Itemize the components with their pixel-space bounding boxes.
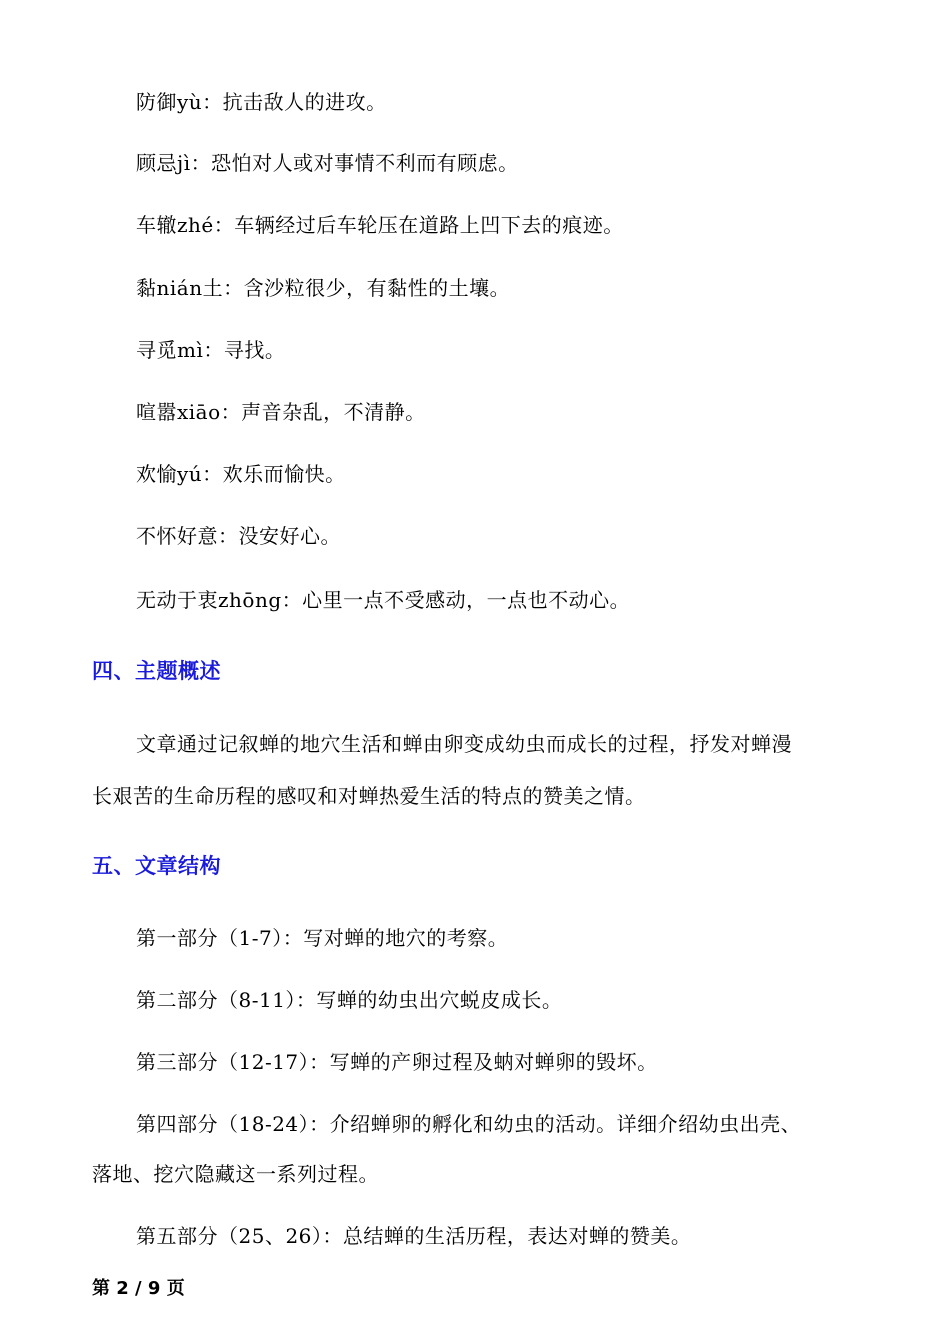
theme-paragraph-line: 长艰苦的生命历程的感叹和对蝉热爱生活的特点的赞美之情。 bbox=[92, 784, 646, 808]
structure-part: 第三部分（12-17）：写蝉的产卵过程及蚋对蝉卵的毁坏。 bbox=[136, 1050, 658, 1074]
vocab-entry: 防御yù：抗击敌人的进攻。 bbox=[136, 90, 387, 114]
page-number: 第 2 / 9 页 bbox=[92, 1278, 185, 1299]
structure-part: 第一部分（1-7）：写对蝉的地穴的考察。 bbox=[136, 926, 509, 950]
structure-part-continued: 落地、挖穴隐藏这一系列过程。 bbox=[92, 1162, 379, 1186]
vocab-entry: 黏nián土：含沙粒很少，有黏性的土壤。 bbox=[136, 276, 511, 300]
vocab-entry: 欢愉yú：欢乐而愉快。 bbox=[136, 462, 346, 486]
section-heading-theme: 四、主题概述 bbox=[92, 659, 221, 683]
vocab-entry: 喧嚣xiāo：声音杂乱，不清静。 bbox=[136, 400, 426, 424]
structure-part: 第二部分（8-11）：写蝉的幼虫出穴蜕皮成长。 bbox=[136, 988, 563, 1012]
vocab-entry: 不怀好意：没安好心。 bbox=[136, 524, 341, 548]
vocab-entry: 顾忌jì：恐怕对人或对事情不利而有顾虑。 bbox=[136, 151, 519, 175]
structure-part: 第五部分（25、26）：总结蝉的生活历程，表达对蝉的赞美。 bbox=[136, 1224, 692, 1248]
theme-paragraph-line: 文章通过记叙蝉的地穴生活和蝉由卵变成幼虫而成长的过程，抒发对蝉漫 bbox=[136, 732, 792, 756]
section-heading-structure: 五、文章结构 bbox=[92, 854, 221, 878]
vocab-entry: 无动于衷zhōng：心里一点不受感动，一点也不动心。 bbox=[136, 588, 631, 612]
vocab-entry: 寻觅mì：寻找。 bbox=[136, 338, 286, 362]
vocab-entry: 车辙zhé：车辆经过后车轮压在道路上凹下去的痕迹。 bbox=[136, 213, 624, 237]
structure-part: 第四部分（18-24）：介绍蝉卵的孵化和幼虫的活动。详细介绍幼虫出壳、 bbox=[136, 1112, 802, 1136]
